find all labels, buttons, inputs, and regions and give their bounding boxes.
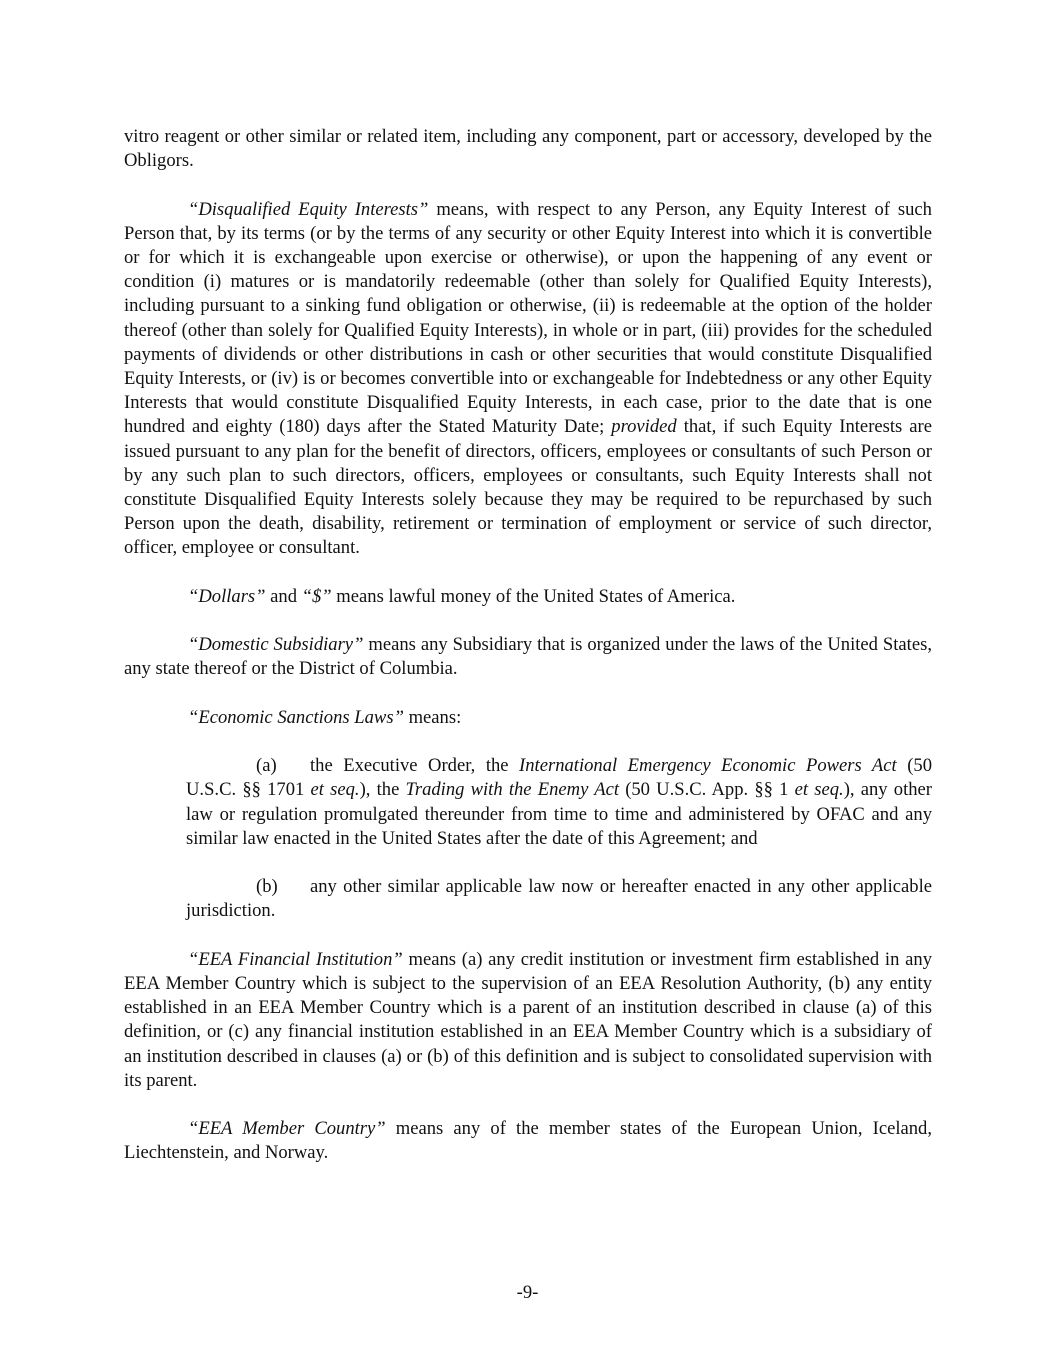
definition-text: means, with respect to any Person, any Equity Interest of such Person that, by its terms (or by the terms of any security or other Equity Interest into which it is convertible or for which it is exchangeable upon exercise or otherwise), or upon the happening of any event or condition (i) matures or is mandatorily redeemable (other than solely for Qualified Equity Interests), including pursuant to a sinking fund obligation or otherwise, (ii) is redeemable at the option of the holder thereof (other than solely for Qualified Equity Interests), in whole or in part, (iii) provides for the scheduled payments of dividends or other distributions in cash or other securities that would constitute Disqualified Equity Interests, or (iv) is or becomes convertible into or exchangeable for Indebtedness or any other Equity Interests that would constitute Disqualified Equity Interests, in each case, prior to the date that is one hundred and eighty (180) days after the Stated Maturity Date; xyxy=(124,198,932,438)
italic-act-name: International Emergency Economic Powers Act xyxy=(519,755,897,777)
clause-text: (50 U.S.C. App. §§ 1 xyxy=(619,779,795,801)
clause-b xyxy=(186,875,932,923)
defined-term: “EEA Member Country” xyxy=(188,1118,386,1140)
definition-disqualified-equity-interests xyxy=(124,198,932,561)
italic-act-name: Trading with the Enemy Act xyxy=(405,779,619,801)
clause-label: (a) xyxy=(256,755,277,777)
page-number: -9- xyxy=(516,1282,539,1303)
clause-text: the Executive Order, the xyxy=(310,755,520,777)
clause-text: (50 U.S.C. §§ 1701 xyxy=(186,755,932,801)
definition-eea-financial-institution xyxy=(124,948,932,1093)
italic-et-seq: et seq. xyxy=(794,779,844,801)
defined-term: “Disqualified Equity Interests” xyxy=(188,198,429,220)
definition-text: means any Subsidiary that is organized under the laws of the United States, any state thereof or the District of Columbia. xyxy=(124,634,932,680)
definition-economic-sanctions-laws xyxy=(124,706,932,730)
definition-text: means lawful money of the United States of America. xyxy=(331,585,736,607)
defined-term: “Dollars” xyxy=(188,585,266,607)
conjunction: and xyxy=(265,585,302,607)
clause-text: any other similar applicable law now or hereafter enacted in any other applicable jurisdiction. xyxy=(186,876,932,922)
definition-text: that, if such Equity Interests are issued pursuant to any plan for the benefit of directors, officers, employees or consultants of such Person or by any such plan to such directors, officers, employees or consultants, such Equity Interests shall not constitute Disqualified Equity Interests solely because they may be required to be repurchased by such Person upon the death, disability, retirement or termination of employment or service of such director, officer, employee or consultant. xyxy=(124,416,932,559)
defined-term: “EEA Financial Institution” xyxy=(188,948,403,970)
document-page xyxy=(124,125,932,1190)
italic-provided: provided xyxy=(611,416,677,438)
definition-text: means any of the member states of the European Union, Iceland, Liechtenstein, and Norway. xyxy=(124,1118,932,1164)
continued-paragraph xyxy=(124,125,932,173)
clause-text: ), any other law or regulation promulgated thereunder from time to time and administered by OFAC and any similar law enacted in the United States after the date of this Agreement; and xyxy=(186,779,932,849)
italic-et-seq: et seq. xyxy=(310,779,360,801)
defined-term: “Domestic Subsidiary” xyxy=(188,634,364,656)
clause-label: (b) xyxy=(256,876,278,898)
definition-eea-member-country xyxy=(124,1117,932,1165)
clause-text: ), the xyxy=(359,779,406,801)
defined-term: “$” xyxy=(301,585,332,607)
definition-text: means: xyxy=(403,706,462,728)
definition-dollars xyxy=(124,585,932,609)
definition-domestic-subsidiary xyxy=(124,633,932,681)
definition-text: means (a) any credit institution or investment firm established in any EEA Member Country which is subject to the supervision of an EEA Resolution Authority, (b) any entity established in an EEA Member Country which is a parent of an institution described in clause (a) of this definition, or (c) any financial institution established in an EEA Member Country which is a subsidiary of an institution described in clauses (a) or (b) of this definition and is subject to consolidated supervision with its parent. xyxy=(124,948,932,1091)
defined-term: “Economic Sanctions Laws” xyxy=(188,706,404,728)
clause-a xyxy=(186,754,932,851)
paragraph-text: vitro reagent or other similar or related item, including any component, part or accessory, developed by the Obligors. xyxy=(124,126,932,172)
